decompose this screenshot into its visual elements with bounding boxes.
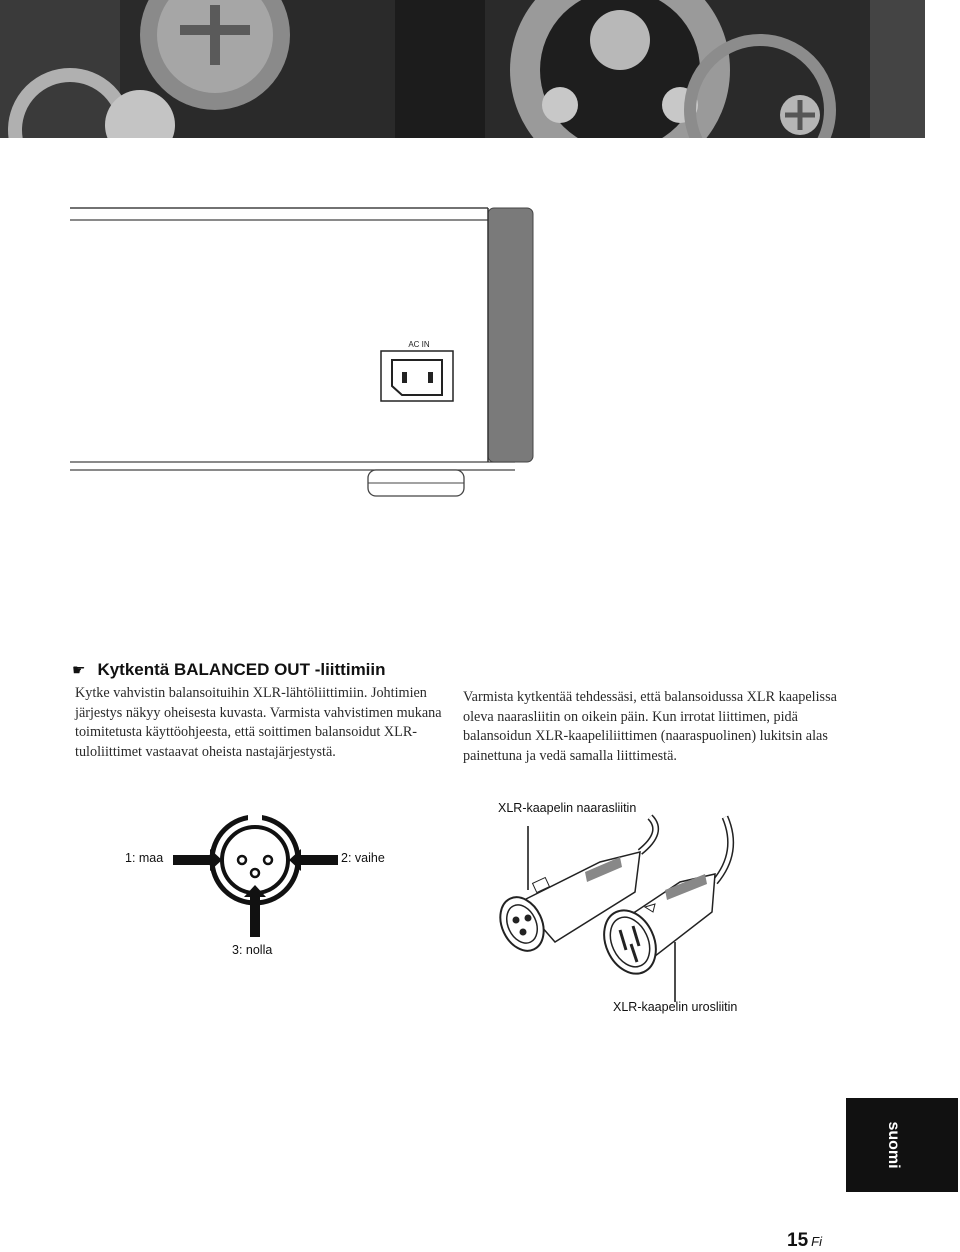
right-paragraph: Varmista kytkentää tehdessäsi, että balansoidussa XLR kaapelissa oleva naarasliitin on oikein päin. Kun irrotat liittimen, pidä balansoidun XLR-kaapeliliittimen (naaraspuolinen) lukitsin alas painettuna ja vedä samalla liittimestä. (463, 689, 837, 764)
pin-3 (251, 869, 259, 877)
xlr-pin-diagram (160, 815, 390, 945)
pointing-hand-icon: ☛ (72, 662, 86, 679)
pin-2 (264, 856, 272, 864)
language-tab (846, 1098, 958, 1192)
male-connector-label: XLR-kaapelin urosliitin (613, 1000, 738, 1014)
device-rear-panel (70, 200, 550, 510)
pin-3-label: 3: nolla (232, 943, 273, 957)
page-number-suffix: Fi (811, 1234, 822, 1249)
header-photo (0, 0, 925, 138)
pin-1 (238, 856, 246, 864)
ac-in-label: AC IN (408, 340, 430, 349)
page-number-value: 15 (787, 1230, 809, 1251)
female-connector-label: XLR-kaapelin naarasliitin (498, 801, 637, 815)
section-heading-text: Kytkentä BALANCED OUT -liittimiin (97, 660, 386, 679)
language-tab-label: suomi (885, 1121, 902, 1169)
left-paragraph: Kytke vahvistin balansoituihin XLR-lähtöliittimiin. Johtimien järjestys näkyy oheisesta kuvasta. Varmista vahvistimen mukana toimitetusta käyttöohjeesta, että soittimen balansoidut XLR-tuloliittimet vastaavat oheista nastajärjestystä. (75, 685, 442, 760)
page-number (787, 1230, 822, 1252)
section-heading (72, 660, 386, 680)
xlr-connectors-illustration (490, 812, 760, 1007)
pin-2-label: 2: vaihe (341, 851, 385, 865)
pin-1-label: 1: maa (125, 851, 164, 865)
